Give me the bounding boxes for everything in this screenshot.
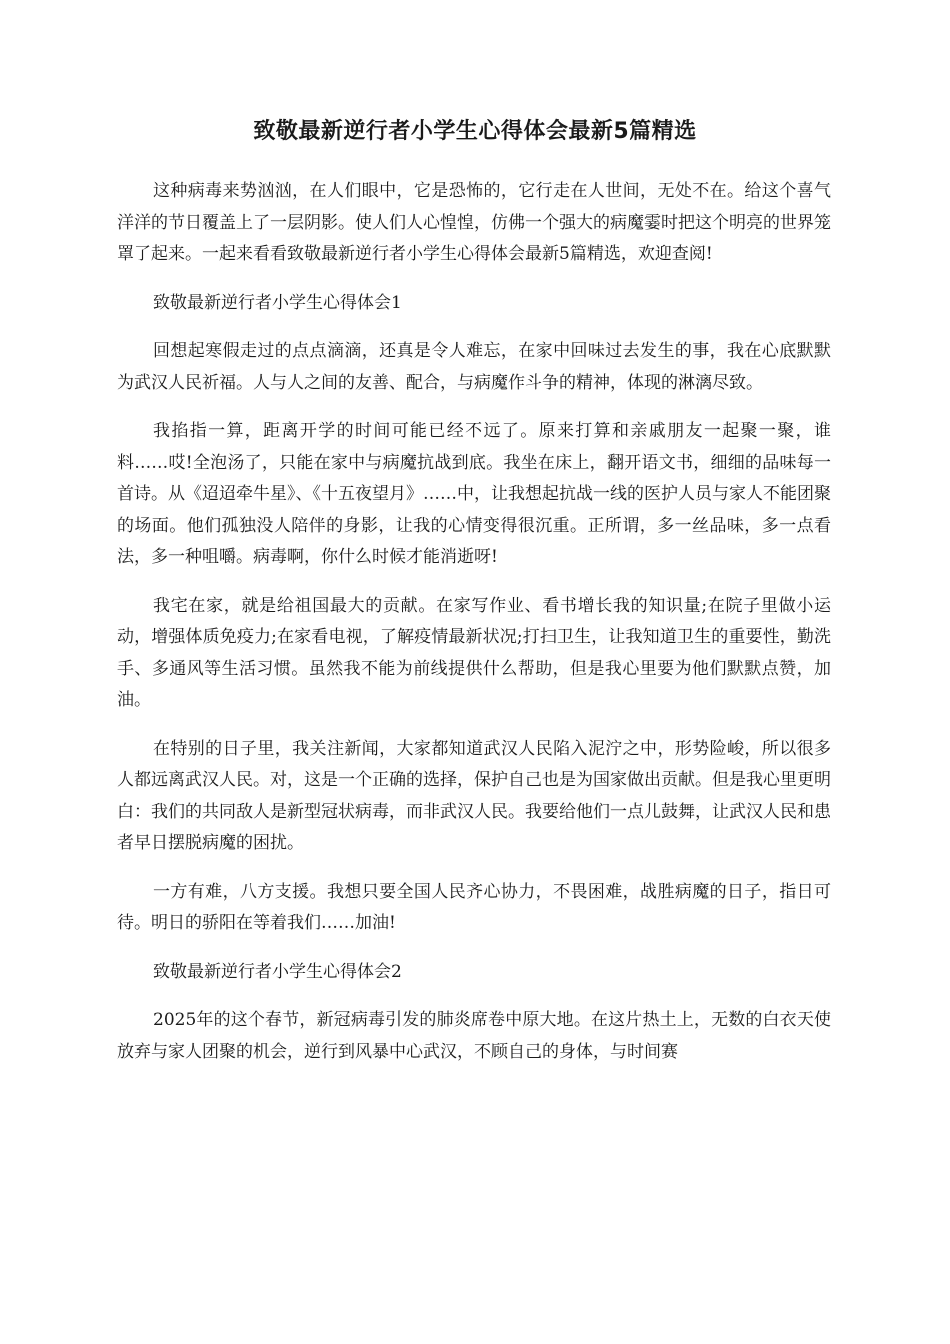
body-paragraph: 在特别的日子里，我关注新闻，大家都知道武汉人民陷入泥泞之中，形势险峻，所以很多人都远离武汉人民。对，这是一个正确的选择，保护自己也是为国家做出贡献。但是我心里更明白：我们的共同敌人是新型冠状病毒，而非武汉人民。我要给他们一点儿鼓舞，让武汉人民和患者早日摆脱病魔的困扰。 xyxy=(117,738,831,853)
intro-paragraph: 这种病毒来势汹汹，在人们眼中，它是恐怖的，它行走在人世间，无处不在。给这个喜气洋洋的节日覆盖上了一层阴影。使人们人心惶惶，仿佛一个强大的病魔霎时把这个明亮的世界笼罩了起来。一起来看看致敬最新逆行者小学生心得体会最新5篇精选，欢迎查阅! xyxy=(117,181,831,264)
document-body xyxy=(117,176,831,1085)
body-paragraph: 我宅在家，就是给祖国最大的贡献。在家写作业、看书增长我的知识量;在院子里做小运动，增强体质免疫力;在家看电视，了解疫情最新状况;打扫卫生，让我知道卫生的重要性，勤洗手、多通风等生活习惯。虽然我不能为前线提供什么帮助，但是我心里要为他们默默点赞，加油。 xyxy=(117,595,831,710)
body-paragraph: 一方有难，八方支援。我想只要全国人民齐心协力，不畏困难，战胜病魔的日子，指日可待。明日的骄阳在等着我们……加油! xyxy=(117,881,831,933)
document-title: 致敬最新逆行者小学生心得体会最新5篇精选 xyxy=(253,119,697,144)
body-paragraph: 回想起寒假走过的点点滴滴，还真是令人难忘，在家中回味过去发生的事，我在心底默默为武汉人民祈福。人与人之间的友善、配合，与病魔作斗争的精神，体现的淋漓尽致。 xyxy=(117,341,831,393)
section-heading-1: 致敬最新逆行者小学生心得体会1 xyxy=(153,292,402,313)
section-heading-2: 致敬最新逆行者小学生心得体会2 xyxy=(153,961,402,982)
body-paragraph: 我掐指一算，距离开学的时间可能已经不远了。原来打算和亲戚朋友一起聚一聚，谁料……哎!全泡汤了，只能在家中与病魔抗战到底。我坐在床上，翻开语文书，细细的品味每一首诗。从《迢迢牵牛星》、《十五夜望月》……中，让我想起抗战一线的医护人员与家人不能团聚的场面。他们孤独没人陪伴的身影，让我的心情变得很沉重。正所谓，多一丝品味，多一点看法，多一种咀嚼。病毒啊，你什么时候才能消逝呀! xyxy=(117,421,831,567)
body-paragraph: 2025年的这个春节，新冠病毒引发的肺炎席卷中原大地。在这片热土上，无数的白衣天使放弃与家人团聚的机会，逆行到风暴中心武汉，不顾自己的身体，与时间赛 xyxy=(117,1010,831,1062)
